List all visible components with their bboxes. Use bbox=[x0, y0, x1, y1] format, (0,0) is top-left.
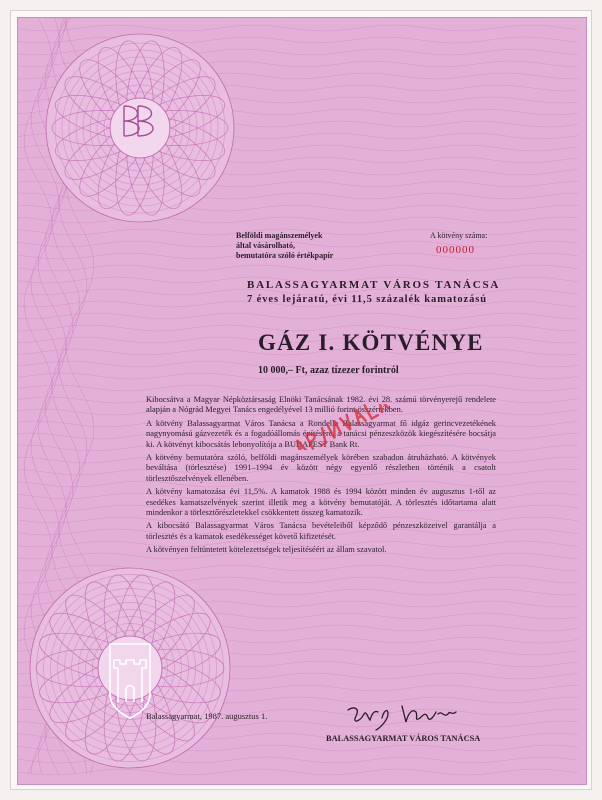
specimen-stamp bbox=[286, 404, 396, 450]
terms-paragraph: A kötvény kamatozása évi 11,5%. A kamatok 1988 és 1994 között minden év augusztus 1-től az esedékes kamatszelvények szerint illetik meg a kötvény bemutatóját. A törlesztés időtartama alatt mindenkor a törlesztőrészletekkel csökkentett összeg kamatozik. bbox=[146, 487, 496, 518]
security-type-line: által vásárolható, bbox=[236, 241, 295, 250]
terms-paragraph: A kötvényen feltüntetett kötelezettségek teljesítéséért az állam szavatol. bbox=[146, 545, 387, 555]
guilloche-wave-line bbox=[18, 769, 578, 775]
guilloche-wave-line bbox=[18, 217, 578, 223]
guilloche-wave-line bbox=[18, 265, 578, 271]
bond-title: GÁZ I. KÖTVÉNYE bbox=[258, 330, 484, 355]
top-rosette bbox=[46, 34, 234, 222]
rosette-center bbox=[110, 98, 170, 158]
issuer-name: BALASSAGYARMAT VÁROS TANÁCSA bbox=[247, 279, 501, 291]
security-type-line: Belföldi magánszemélyek bbox=[236, 231, 323, 240]
bond-certificate bbox=[17, 17, 587, 785]
bottom-rosette bbox=[30, 568, 230, 768]
terms-paragraph: A kötvény Balassagyarmat Város Tanácsa a Rondella Balassagyarmat fő idgáz gerincvezetékének nagynyomású gázvezeték és a fogadóállomás építésére, a tanácsi pénzeszközök kiegészítésére bocsátja ki. A kötvényt kibocsátás lebonyolítója a BUDAPEST Bank Rt. bbox=[146, 418, 496, 449]
rosette-center bbox=[98, 636, 162, 700]
serial-number: 000000 bbox=[436, 244, 475, 256]
serial-label: A kötvény száma: bbox=[430, 231, 488, 240]
guilloche-wave-line bbox=[18, 313, 578, 319]
signatory: BALASSAGYARMAT VÁROS TANÁCSA bbox=[326, 734, 481, 743]
denomination: 10 000,– Ft, azaz tízezer forintról bbox=[258, 365, 399, 376]
guilloche-wave-line bbox=[18, 565, 578, 571]
terms-paragraph: Kibocsátva a Magyar Népköztársaság Elnöki Tanácsának 1982. évi 28. számú törvényerejű rendelete alapján a Nógrád Megyei Tanács engedélyével 13 millió forint összértékben. bbox=[146, 395, 496, 415]
terms-paragraph: A kibocsátó Balassagyarmat Város Tanácsa bevételeiből képződő pénzeszközeivel garantálja a törlesztés és a kamatok esedékességet követő kifizetését. bbox=[146, 521, 496, 541]
place-and-date: Balassagyarmat, 1987. augusztus 1. bbox=[146, 711, 268, 721]
signature bbox=[344, 700, 464, 734]
security-type-line: bemutatóra szóló értékpapír bbox=[236, 251, 334, 260]
guilloche-wave-line bbox=[18, 25, 578, 31]
terms-paragraph: A kötvény bemutatóra szóló, belföldi magánszemélyek körében szabadon átruházható. A kötvények beváltása (törlesztése) 1991–1994 év között négy egyenlő részletben történik a csatolt törlesztőszelvények ellenében. bbox=[146, 453, 496, 483]
bond-terms-subtitle: 7 éves lejáratú, évi 11,5 százalék kamatozású bbox=[247, 294, 487, 305]
security-type-note bbox=[236, 231, 333, 261]
guilloche-wave-line bbox=[18, 385, 578, 391]
